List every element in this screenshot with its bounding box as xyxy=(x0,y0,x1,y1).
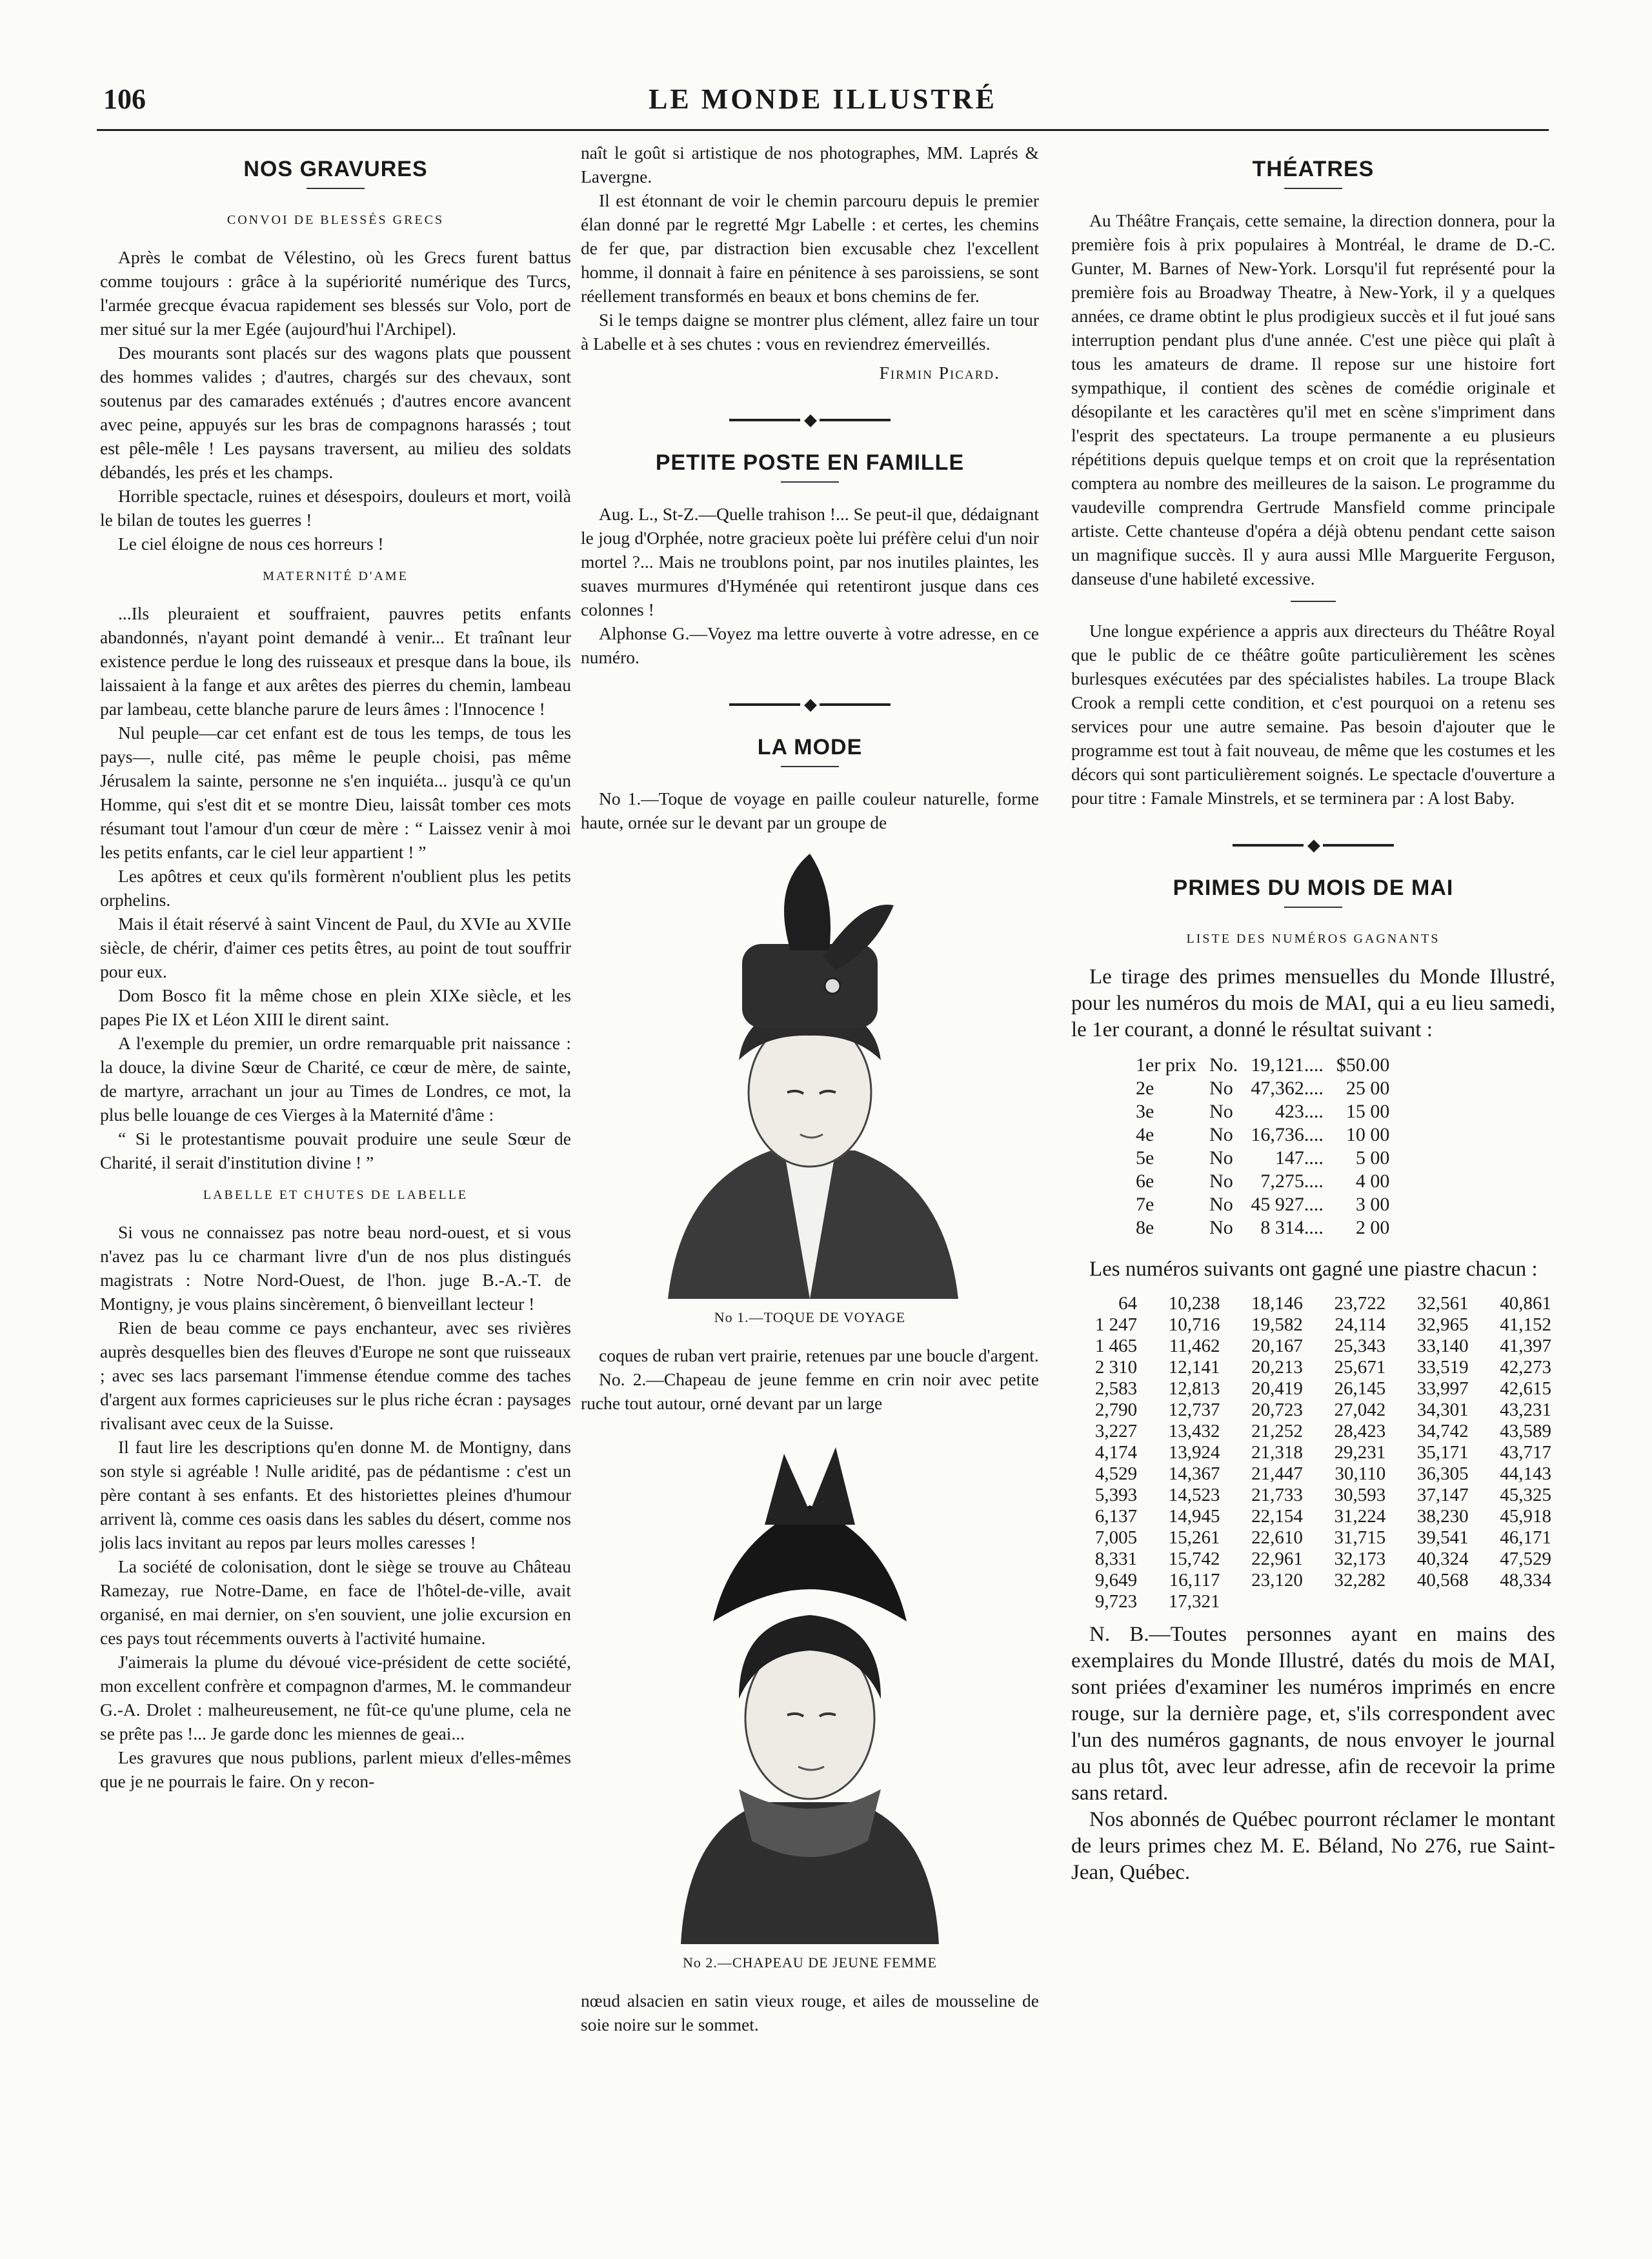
table-cell: No xyxy=(1209,1101,1233,1122)
table-cell: 34,301 xyxy=(1416,1400,1469,1420)
paragraph: Nul peuple—car cet enfant est de tous les temps, de tous les pays—, nulle cité, pas même le peuple choisi, pas même Jérusalem la sainte, personne ne s'en inquiéta... jusqu'à ce qu'un Homme, qui s'est dit et se montre Dieu, laissât tomber ces mots résumant tout l'amour d'un cœur de mère : “ Laissez venir à moi les petits enfants, car le ciel leur appartient ! ” xyxy=(100,723,571,862)
table-cell: 21,447 xyxy=(1251,1463,1303,1484)
table-cell: 5,393 xyxy=(1094,1485,1138,1505)
paragraph: ...Ils pleuraient et souffraient, pauvres petits enfants abandonnés, n'ayant point demandé à venir... Et traînant leur existence perdue le long des ruisseaux et presque dans la boue, ils laissaient à la fange et aux arêtes des pierres du chemin, lambeau par lambeau, cette blanche parure de leurs âmes : l'Innocence ! xyxy=(100,603,571,719)
table-cell: 46,171 xyxy=(1500,1527,1551,1548)
number-row xyxy=(1071,1336,1555,1357)
table-cell: 29,231 xyxy=(1334,1442,1386,1463)
prize-row xyxy=(1129,1054,1396,1077)
paragraph: nœud alsacien en satin vieux rouge, et ailes de mousseline de soie noire sur le sommet. xyxy=(581,1991,1039,2034)
number-row xyxy=(1071,1591,1555,1612)
section-title-primes: PRIMES DU MOIS DE MAI xyxy=(1173,876,1454,900)
table-cell: 26,145 xyxy=(1334,1378,1386,1399)
table-cell: 10,716 xyxy=(1168,1314,1220,1335)
paragraph: Une longue expérience a appris aux directeurs du Théâtre Royal que le public de ce théâtre goûte particulièrement les scènes burlesques exécutées par des spécialistes habiles. La troupe Black Crook a rempli cette condition, et c'est pourquoi on a retenu ses services pour une autre semaine. Pas besoin d'ajouter que le programme est tout à fait nouveau, de même que les costumes et les décors qui sont particulièrement soignés. Le spectacle d'ouverture a pour titre : Famale Minstrels, et se terminera par : A lost Baby. xyxy=(1071,621,1555,808)
paragraph: No 1.—Toque de voyage en paille couleur naturelle, forme haute, ornée sur le devant par un groupe de xyxy=(581,788,1039,832)
table-cell: 16,736.... xyxy=(1251,1124,1324,1145)
subheading-labelle: LABELLE ET CHUTES DE LABELLE xyxy=(203,1188,468,1202)
table-cell: 1 465 xyxy=(1094,1336,1138,1356)
table-cell: 8 314.... xyxy=(1260,1217,1324,1238)
table-cell: 14,367 xyxy=(1168,1463,1220,1484)
table-cell: 64 xyxy=(1118,1293,1138,1314)
subheading-convoi: CONVOI DE BLESSÉS GRECS xyxy=(227,213,445,227)
paragraph: Le tirage des primes mensuelles du Monde Illustré, pour les numéros du mois de MAI, qui a eu lieu samedi, le 1er courant, a donné le résultat suivant : xyxy=(1071,965,1555,1041)
table-cell: 18,146 xyxy=(1251,1293,1303,1314)
table-cell: 22,610 xyxy=(1251,1527,1303,1548)
short-rule xyxy=(1284,907,1342,908)
table-cell: 3,227 xyxy=(1094,1421,1138,1441)
table-cell: 2 310 xyxy=(1094,1357,1138,1378)
table-cell: 40,861 xyxy=(1500,1293,1551,1314)
paragraph: Les gravures que nous publions, parlent mieux d'elles-mêmes que je ne pourrais le faire. On y recon- xyxy=(100,1747,571,1791)
winning-numbers-table xyxy=(1071,1293,1555,1612)
table-cell: 2 00 xyxy=(1355,1217,1390,1238)
short-rule xyxy=(1291,601,1336,602)
paragraph: Le ciel éloigne de nous ces horreurs ! xyxy=(118,534,384,554)
table-cell: 8,331 xyxy=(1094,1549,1138,1569)
ornament-divider: ◆ xyxy=(1071,832,1555,857)
table-cell: No xyxy=(1209,1078,1233,1099)
number-row xyxy=(1071,1293,1555,1314)
prize-row xyxy=(1129,1193,1396,1216)
page-header xyxy=(97,83,1549,121)
paragraph: Les apôtres et ceux qu'ils formèrent n'oublient plus les petits orphelins. xyxy=(100,866,571,910)
paragraph: Au Théâtre Français, cette semaine, la direction donnera, pour la première fois à prix populaires à Montréal, le drame de D.-C. Gunter, M. Barnes of New-York. Lorsqu'il fut représenté pour la première fois au Broadway Theatre, à New-York, il y a quelques années, ce drame obtint le plus prodigieux succès et il fut joué sans interruption pendant plus d'une année. C'est une pièce qui plaît à tous les amateurs de drame. Il repose sur une histoire fort sympathique, il contient des scènes de comédie originale et désopilante et les caractères qu'il met en scène s'impriment dans l'esprit des spectateurs. La troupe permanente a eu plusieurs répétitions depuis quelque temps et on croit que la représentation comptera au nombre des meilleures de la saison. Le programme du vaudeville comprendra Gertrude Mansfield comme principale artiste. Cette chanteuse d'opéra a déjà obtenu pendant cette saison un magnifique succès. Il y aura aussi Mlle Marguerite Ferguson, danseuse d'une habileté excessive. xyxy=(1071,210,1555,588)
paragraph: Mais il était réservé à saint Vincent de Paul, du XVIe au XVIIe siècle, de chérir, d'aimer ces petits êtres, au point de tout souffrir pour eux. xyxy=(100,914,571,981)
engraving-chapeau-de-jeune-femme xyxy=(642,1428,978,1944)
table-cell: 20,167 xyxy=(1251,1336,1303,1356)
number-row xyxy=(1071,1442,1555,1463)
table-cell: 2e xyxy=(1136,1078,1154,1099)
table-cell: 19,121.... xyxy=(1251,1054,1324,1076)
table-cell: 32,561 xyxy=(1416,1293,1469,1314)
table-cell: 25 00 xyxy=(1345,1078,1390,1099)
table-cell: $50.00 xyxy=(1336,1054,1390,1076)
paragraph: Alphonse G.—Voyez ma lettre ouverte à votre adresse, en ce numéro. xyxy=(581,623,1039,667)
table-cell: 19,582 xyxy=(1251,1314,1303,1335)
number-row xyxy=(1071,1463,1555,1485)
table-cell: 16,117 xyxy=(1169,1570,1220,1591)
paragraph: La société de colonisation, dont le siège se trouve au Château Ramezay, rue Notre-Dame, en face de l'hôtel-de-ville, avait organisé, en mai dernier, on s'en souvient, une jolie excursion en ces pays tout récemments ouverts à l'activité humaine. xyxy=(100,1556,571,1648)
section-title-nos-gravures: NOS GRAVURES xyxy=(243,157,428,181)
table-cell: 7,005 xyxy=(1094,1527,1138,1548)
table-cell: 14,523 xyxy=(1168,1485,1220,1505)
table-cell: 21,252 xyxy=(1251,1421,1303,1441)
number-row xyxy=(1071,1357,1555,1378)
table-cell: 23,120 xyxy=(1251,1570,1303,1591)
table-cell: 1er prix xyxy=(1136,1054,1197,1076)
table-cell: No. xyxy=(1209,1054,1238,1076)
table-cell: 33,140 xyxy=(1416,1336,1469,1356)
ornament-divider: ◆ xyxy=(581,407,1039,432)
table-cell: 4e xyxy=(1136,1124,1154,1145)
table-cell: 24,114 xyxy=(1335,1314,1386,1335)
number-row xyxy=(1071,1421,1555,1442)
prize-row xyxy=(1129,1100,1396,1123)
column-2 xyxy=(581,141,1039,2036)
signature: Firmin Picard. xyxy=(879,363,1000,383)
table-cell: 6,137 xyxy=(1094,1506,1138,1527)
table-cell: 30,593 xyxy=(1334,1485,1386,1505)
table-cell: 31,715 xyxy=(1334,1527,1386,1548)
paragraph: Il est étonnant de voir le chemin parcouru depuis le premier élan donné par le regretté Mgr Labelle : et certes, les chemins de fer que, par distraction bien excusable chez l'excellent homme, il donnait à faire en pénitence à ses paroissiens, se sont réellement transformés en beaux et bons chemins de fer. xyxy=(581,190,1039,306)
table-cell: 37,147 xyxy=(1416,1485,1469,1505)
paragraph: Si le temps daigne se montrer plus clément, allez faire un tour à Labelle et à ses chutes : vous en reviendrez émerveillés. xyxy=(581,310,1039,354)
table-cell: No xyxy=(1209,1217,1233,1238)
table-cell: 7e xyxy=(1136,1194,1154,1215)
table-cell: 47,529 xyxy=(1500,1549,1551,1569)
table-cell: 6e xyxy=(1136,1170,1154,1192)
prize-row xyxy=(1129,1123,1396,1147)
paragraph: Il faut lire les descriptions qu'en donne M. de Montigny, dans son style si agréable ! Nulle aridité, pas de pédantisme : c'est un père contant à ses enfants. Et des historiettes pleines d'humour arrivent là, comme ces oasis dans les sables du désert, comme nos jolis lacs invitant au repos par leurs molles caresses ! xyxy=(100,1437,571,1552)
table-cell: 21,318 xyxy=(1251,1442,1303,1463)
table-cell: 45,325 xyxy=(1500,1485,1551,1505)
table-cell: 12,813 xyxy=(1168,1378,1220,1399)
table-cell: 2,583 xyxy=(1094,1378,1138,1399)
table-cell: 9,723 xyxy=(1094,1591,1138,1612)
ornament-divider: ◆ xyxy=(581,691,1039,716)
table-cell: 1 247 xyxy=(1094,1314,1138,1335)
table-cell: 10,238 xyxy=(1168,1293,1220,1314)
table-cell: 22,154 xyxy=(1251,1506,1303,1527)
prize-row xyxy=(1129,1147,1396,1170)
table-cell: 41,397 xyxy=(1500,1336,1551,1356)
table-cell: 42,273 xyxy=(1500,1357,1551,1378)
table-cell: 28,423 xyxy=(1334,1421,1386,1441)
table-cell: 8e xyxy=(1136,1217,1154,1238)
table-cell: 47,362.... xyxy=(1251,1078,1324,1099)
table-cell: No xyxy=(1209,1147,1233,1169)
number-row xyxy=(1071,1378,1555,1400)
table-cell: 11,462 xyxy=(1169,1336,1220,1356)
paragraph: Nos abonnés de Québec pourront réclamer le montant de leurs primes chez M. E. Béland, No 276, rue Saint-Jean, Québec. xyxy=(1071,1808,1555,1884)
paragraph: J'aimerais la plume du dévoué vice-président de cette société, mon excellent confrère et compagnon d'armes, M. le commandeur G.-A. Drolet : malheureusement, ne fût-ce qu'une plume, cela ne se prête pas !... Je garde donc les miennes de geai... xyxy=(100,1652,571,1743)
table-cell: No xyxy=(1209,1170,1233,1192)
table-cell: 48,334 xyxy=(1500,1570,1551,1591)
prize-row xyxy=(1129,1077,1396,1100)
prize-table xyxy=(1129,1054,1396,1240)
table-cell: 4,174 xyxy=(1094,1442,1138,1463)
table-cell: 35,171 xyxy=(1416,1442,1469,1463)
table-cell: 10 00 xyxy=(1345,1124,1390,1145)
table-cell: 38,230 xyxy=(1416,1506,1469,1527)
table-cell: 3 00 xyxy=(1355,1194,1390,1215)
table-cell: 17,321 xyxy=(1168,1591,1220,1612)
short-rule xyxy=(307,188,365,189)
section-title-theatres: THÉATRES xyxy=(1252,157,1375,181)
paragraph: coques de ruban vert prairie, retenues par une boucle d'argent. xyxy=(599,1345,1039,1365)
table-cell: 5 00 xyxy=(1355,1147,1390,1169)
page-number: 106 xyxy=(103,83,146,115)
table-cell: 27,042 xyxy=(1334,1400,1386,1420)
prize-row xyxy=(1129,1170,1396,1193)
table-cell: 41,152 xyxy=(1500,1314,1551,1335)
table-cell: 45,918 xyxy=(1500,1506,1551,1527)
table-cell: 42,615 xyxy=(1500,1378,1551,1399)
table-cell: 36,305 xyxy=(1416,1463,1469,1484)
table-cell: 23,722 xyxy=(1334,1293,1386,1314)
table-cell: 20,419 xyxy=(1251,1378,1303,1399)
paragraph: naît le goût si artistique de nos photographes, MM. Laprés & Lavergne. xyxy=(581,143,1039,186)
table-cell: 21,733 xyxy=(1251,1485,1303,1505)
caption-2: No 2.—CHAPEAU DE JEUNE FEMME xyxy=(682,1954,938,1971)
table-cell: 40,324 xyxy=(1416,1549,1469,1569)
subheading-maternite: MATERNITÉ D'AME xyxy=(263,569,408,583)
table-cell: 15,261 xyxy=(1168,1527,1220,1548)
table-cell: 43,231 xyxy=(1500,1400,1551,1420)
paragraph: Des mourants sont placés sur des wagons plats que poussent des hommes valides ; d'autres, chargés sur des chevaux, sont soutenus par des camarades exténués ; d'autres encore avancent avec peine, appuyés sur les bras de compagnons harassés ; tout est pêle-mêle ! Les paysans traversent, au milieu des soldats débandés, les prés et les champs. xyxy=(100,343,571,482)
table-cell: 3e xyxy=(1136,1101,1154,1122)
paragraph: No. 2.—Chapeau de jeune femme en crin noir avec petite ruche tout autour, orné devant par un large xyxy=(581,1369,1039,1413)
table-cell: 39,541 xyxy=(1416,1527,1469,1548)
table-cell: 32,965 xyxy=(1416,1314,1469,1335)
table-cell: No xyxy=(1209,1194,1233,1215)
table-cell xyxy=(1473,1591,1555,1612)
table-cell: 147.... xyxy=(1274,1147,1324,1169)
table-cell: 423.... xyxy=(1274,1101,1324,1122)
table-cell: 45 927.... xyxy=(1251,1194,1324,1215)
subheading-liste: LISTE DES NUMÉROS GAGNANTS xyxy=(1186,932,1440,946)
number-row xyxy=(1071,1314,1555,1336)
short-rule xyxy=(781,481,839,483)
table-cell: 20,213 xyxy=(1251,1357,1303,1378)
table-cell: 13,432 xyxy=(1168,1421,1220,1441)
prize-row xyxy=(1129,1216,1396,1240)
table-cell: 12,141 xyxy=(1168,1357,1220,1378)
number-row xyxy=(1071,1549,1555,1570)
table-cell: 13,924 xyxy=(1168,1442,1220,1463)
table-cell: 12,737 xyxy=(1168,1400,1220,1420)
paragraph: Les numéros suivants ont gagné une piastre chacun : xyxy=(1089,1258,1538,1281)
column-3 xyxy=(1071,141,1555,1886)
masthead: LE MONDE ILLUSTRÉ xyxy=(649,83,997,115)
table-cell: 14,945 xyxy=(1168,1506,1220,1527)
column-1 xyxy=(100,141,571,1793)
table-cell: 7,275.... xyxy=(1260,1170,1324,1192)
paragraph: A l'exemple du premier, un ordre remarquable prit naissance : la douce, la divine Sœur de Charité, ce cœur de mère, de sainte, de martyre, arrachant un jour au Times de Londres, ce mot, la plus belle louange de ces Vierges à la Maternité d'âme : xyxy=(100,1033,571,1125)
table-cell: 32,173 xyxy=(1334,1549,1386,1569)
caption-1: No 1.—TOQUE DE VOYAGE xyxy=(714,1309,906,1325)
paragraph: Rien de beau comme ce pays enchanteur, avec ses rivières auprès desquelles bien des fleuves d'Europe ne sont que ruisseaux ; avec ses lacs parsemant l'immense étendue comme des taches d'argent aux formes capricieuses sur le plus riche écran : paysages rivalisant avec ceux de la Suisse. xyxy=(100,1318,571,1433)
number-row xyxy=(1071,1506,1555,1527)
table-cell: 34,742 xyxy=(1416,1421,1469,1441)
table-cell: 44,143 xyxy=(1500,1463,1551,1484)
table-cell: 22,961 xyxy=(1251,1549,1303,1569)
table-cell: 20,723 xyxy=(1251,1400,1303,1420)
header-rule xyxy=(97,129,1549,131)
short-rule xyxy=(781,766,839,767)
table-cell xyxy=(1224,1591,1306,1612)
number-row xyxy=(1071,1527,1555,1549)
table-cell: 33,519 xyxy=(1416,1357,1469,1378)
table-cell: 15,742 xyxy=(1168,1549,1220,1569)
table-cell: 30,110 xyxy=(1335,1463,1386,1484)
table-cell: 25,343 xyxy=(1334,1336,1386,1356)
table-cell: 9,649 xyxy=(1094,1570,1138,1591)
paragraph: “ Si le protestantisme pouvait produire une seule Sœur de Charité, il serait d'institution divine ! ” xyxy=(100,1129,571,1172)
table-cell: 5e xyxy=(1136,1147,1154,1169)
table-cell: 25,671 xyxy=(1334,1357,1386,1378)
table-cell: 15 00 xyxy=(1345,1101,1390,1122)
table-cell: 31,224 xyxy=(1334,1506,1386,1527)
table-cell: 33,997 xyxy=(1416,1378,1469,1399)
table-cell: 4,529 xyxy=(1094,1463,1138,1484)
number-row xyxy=(1071,1485,1555,1506)
section-title-petite-poste: PETITE POSTE EN FAMILLE xyxy=(655,450,965,475)
number-row xyxy=(1071,1400,1555,1421)
paragraph: Horrible spectacle, ruines et désespoirs, douleurs et mort, voilà le bilan de toutes les guerres ! xyxy=(100,486,571,530)
paragraph: Aug. L., St-Z.—Quelle trahison !... Se peut-il que, dédaignant le joug d'Orphée, notre gracieux poète lui préfère celui d'un noir mortel ?... Mais ne troublons point, par nos inutiles plaintes, les suaves murmures d'Hyménée qui retentiront jusque dans ces colonnes ! xyxy=(581,504,1039,619)
table-cell: 2,790 xyxy=(1094,1400,1138,1420)
number-row xyxy=(1071,1570,1555,1591)
table-cell: 43,589 xyxy=(1500,1421,1551,1441)
table-cell xyxy=(1307,1591,1389,1612)
table-cell: 4 00 xyxy=(1355,1170,1390,1192)
short-rule xyxy=(1284,188,1342,189)
paragraph: Après le combat de Vélestino, où les Grecs furent battus comme toujours : grâce à la supériorité numérique des Turcs, l'armée grecque évacua rapidement ses blessés sur Volo, port de mer situé sur la mer Egée (aujourd'hui l'Archipel). xyxy=(100,247,571,339)
table-cell: 40,568 xyxy=(1416,1570,1469,1591)
paragraph: Si vous ne connaissez pas notre beau nord-ouest, et si vous n'avez pas lu ce charmant livre d'un de nos plus distingués magistrats : Notre Nord-Ouest, de l'hon. juge B.-A.-T. de Montigny, je vous plains sincèrement, ô bienveillant lecteur ! xyxy=(100,1222,571,1314)
paragraph: Dom Bosco fit la même chose en plein XIXe siècle, et les papes Pie IX et Léon XIII le dirent saint. xyxy=(100,985,571,1029)
engraving-toque-de-voyage xyxy=(642,847,978,1299)
paragraph: N. B.—Toutes personnes ayant en mains des exemplaires du Monde Illustré, datés du mois de MAI, sont priées d'examiner les numéros imprimés en encre rouge, sur la dernière page, et, s'ils correspondent avec l'un des numéros gagnants, de nous envoyer le journal au plus tôt, avec leur adresse, afin de recevoir la prime sans retard. xyxy=(1071,1623,1555,1805)
table-cell: 43,717 xyxy=(1500,1442,1551,1463)
table-cell: 32,282 xyxy=(1334,1570,1386,1591)
table-cell: No xyxy=(1209,1124,1233,1145)
table-cell xyxy=(1389,1591,1472,1612)
section-title-la-mode: LA MODE xyxy=(757,735,863,759)
